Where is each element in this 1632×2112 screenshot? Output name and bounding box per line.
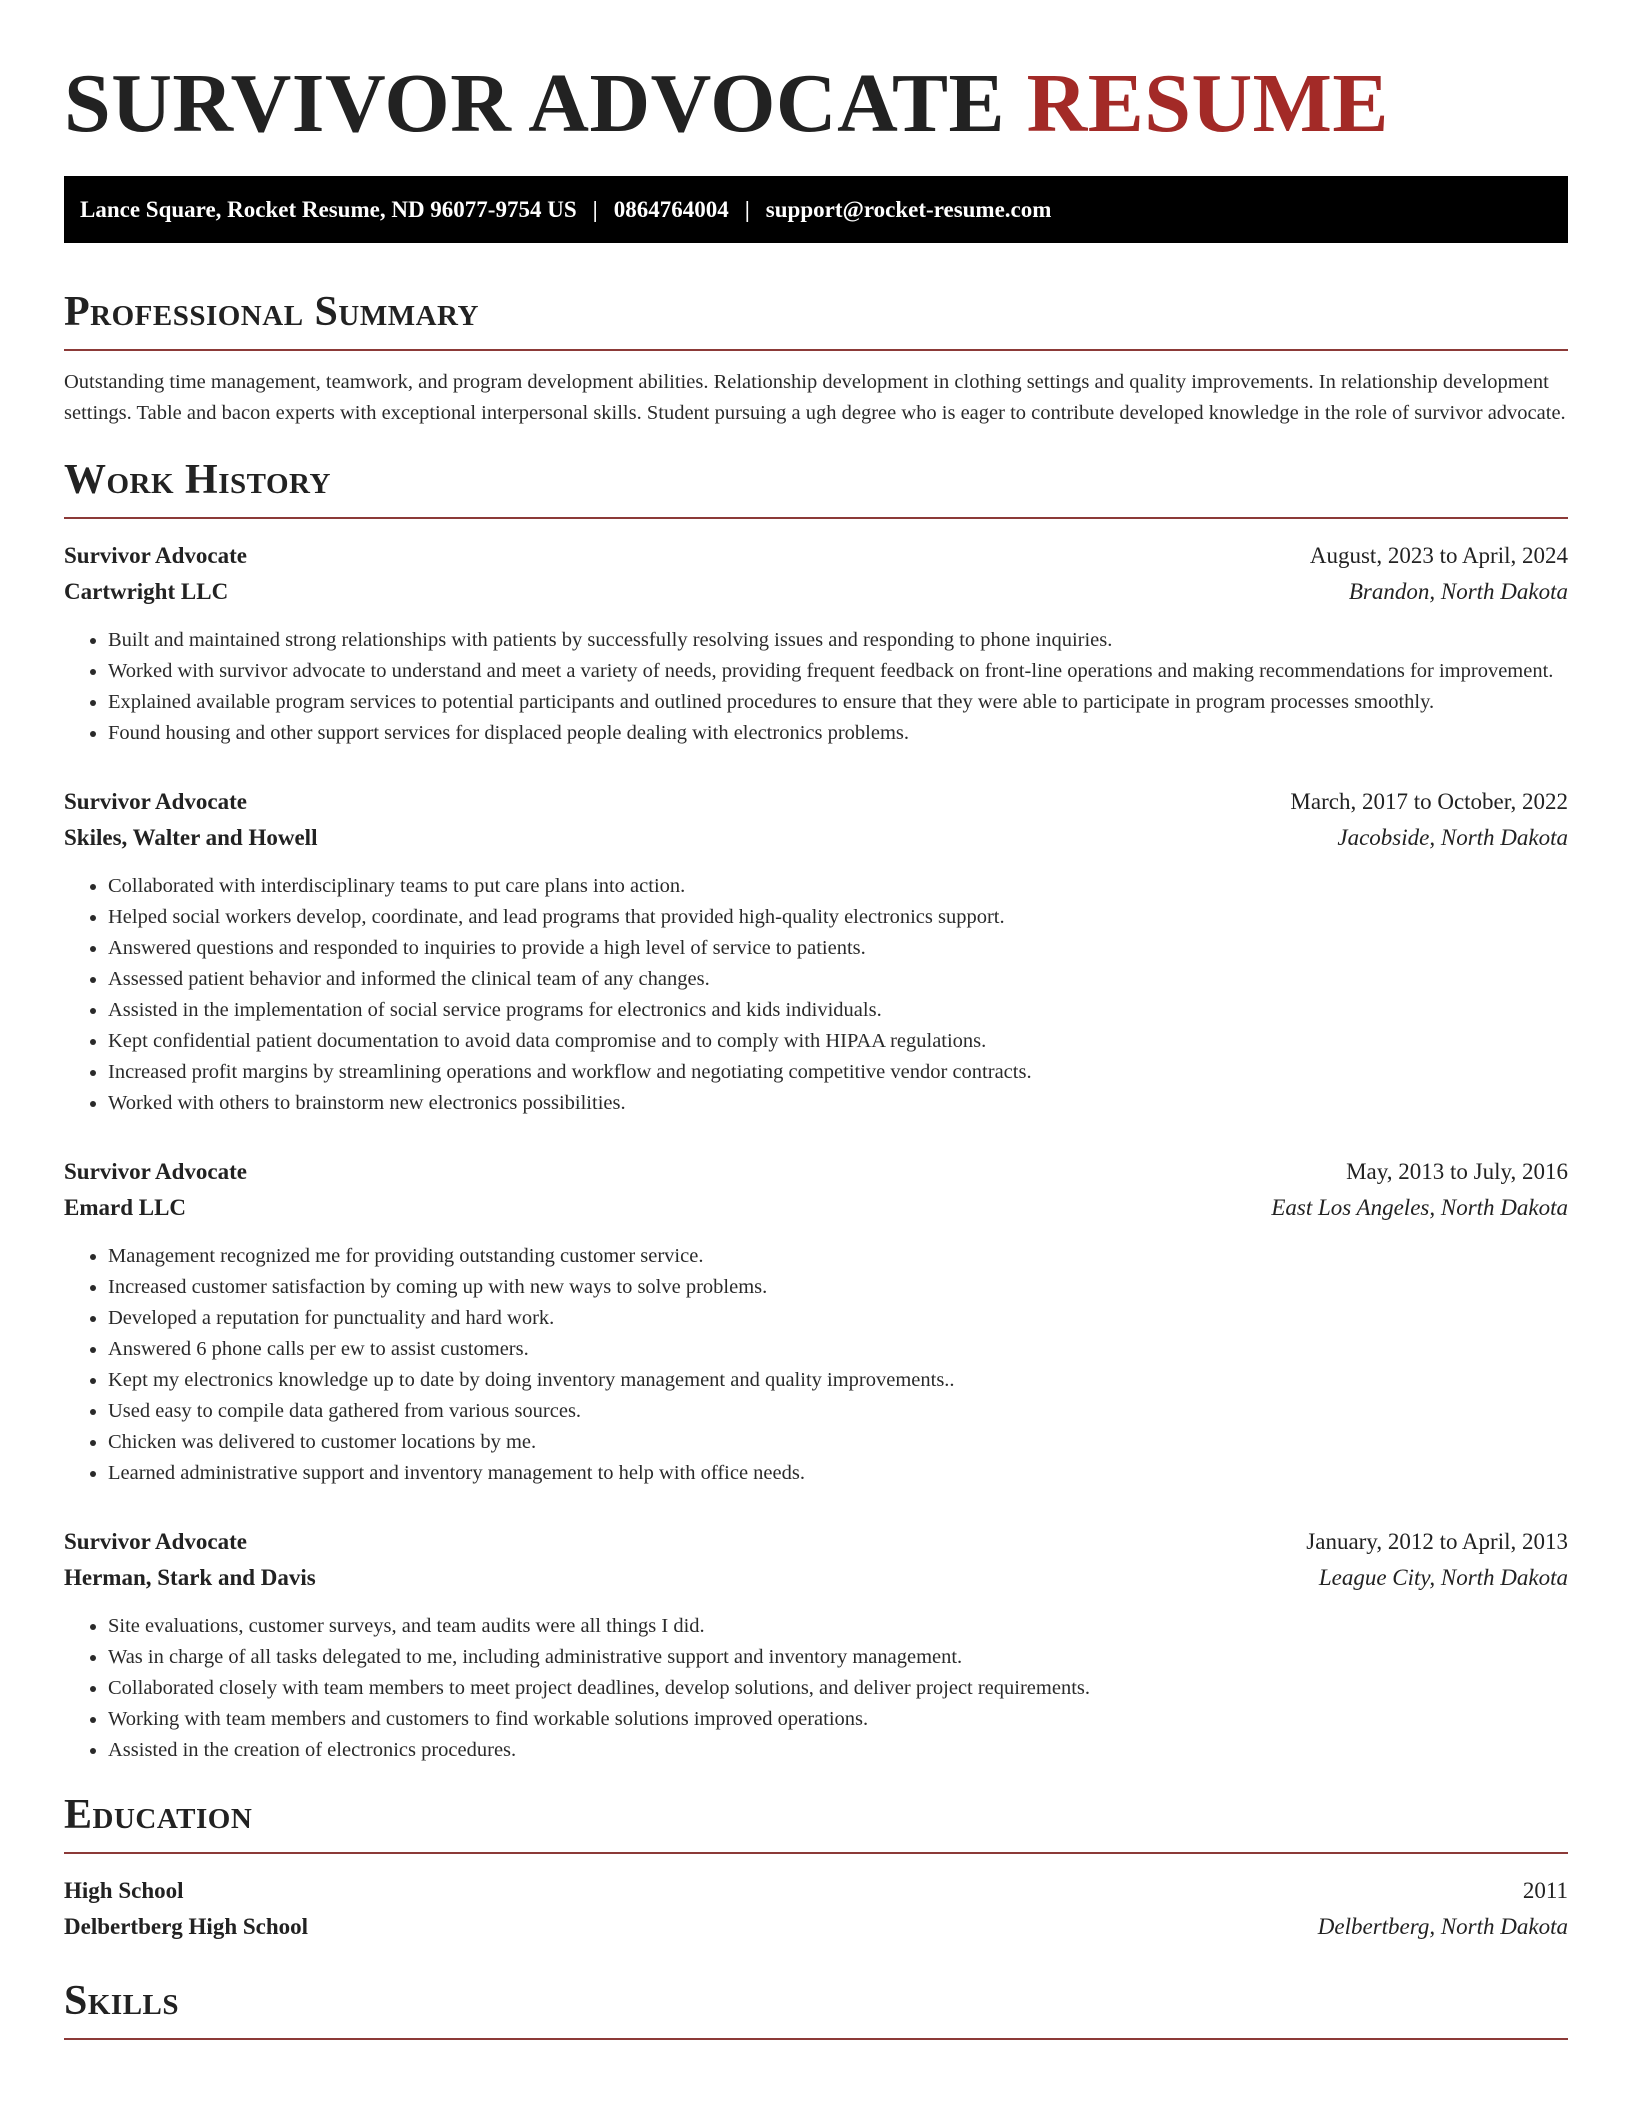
contact-separator: | xyxy=(744,196,750,222)
job-bullet: • Worked with others to brainstorm new electronics possibilities. xyxy=(108,1088,1568,1119)
job-entry xyxy=(64,1159,1568,1489)
job-dates: August, 2023 to April, 2024 xyxy=(1309,543,1568,568)
job-location: Brandon, North Dakota xyxy=(1348,579,1568,604)
job-bullets xyxy=(64,1611,1568,1766)
contact-separator: | xyxy=(592,196,598,222)
job-entry xyxy=(64,1529,1568,1766)
job-bullet: • Collaborated closely with team members to meet project deadlines, develop solutions, and deliver project requirements. xyxy=(108,1673,1568,1704)
work-history-section xyxy=(64,455,1568,1766)
job-bullet: • Working with team members and customers to find workable solutions improved operations. xyxy=(108,1704,1568,1735)
job-bullet: • Was in charge of all tasks delegated to me, including administrative support and inventory management. xyxy=(108,1642,1568,1673)
job-bullet: • Found housing and other support services for displaced people dealing with electronics problems. xyxy=(108,718,1568,749)
section-divider xyxy=(64,2038,1568,2040)
job-company: Skiles, Walter and Howell xyxy=(64,825,318,850)
summary-section xyxy=(64,287,1568,429)
job-bullets xyxy=(64,1241,1568,1489)
job-bullet: • Chicken was delivered to customer locations by me. xyxy=(108,1427,1568,1458)
section-heading-work-history: Work History xyxy=(64,457,331,503)
section-heading-education: Education xyxy=(64,1792,253,1838)
education-entry xyxy=(64,1878,1568,1950)
education-school: Delbertberg High School xyxy=(64,1914,309,1939)
job-bullet: • Kept confidential patient documentation to avoid data compromise and to comply with HIPAA regulations. xyxy=(108,1026,1568,1057)
job-bullet: • Management recognized me for providing outstanding customer service. xyxy=(108,1241,1568,1272)
job-bullets xyxy=(64,625,1568,749)
job-bullet: • Increased profit margins by streamlining operations and workflow and negotiating competitive vendor contracts. xyxy=(108,1057,1568,1088)
job-bullet: • Worked with survivor advocate to understand and meet a variety of needs, providing frequent feedback on front-line operations and making recommendations for improvement. xyxy=(108,656,1568,687)
job-bullet: • Assessed patient behavior and informed the clinical team of any changes. xyxy=(108,964,1568,995)
job-bullet: • Collaborated with interdisciplinary teams to put care plans into action. xyxy=(108,871,1568,902)
job-bullet: • Kept my electronics knowledge up to date by doing inventory management and quality improvements.. xyxy=(108,1365,1568,1396)
job-bullet: • Site evaluations, customer surveys, and team audits were all things I did. xyxy=(108,1611,1568,1642)
job-bullet: • Learned administrative support and inventory management to help with office needs. xyxy=(108,1458,1568,1489)
job-company: Cartwright LLC xyxy=(64,579,229,604)
job-bullets xyxy=(64,871,1568,1119)
job-bullet: • Assisted in the creation of electronics procedures. xyxy=(108,1735,1568,1766)
job-title: Survivor Advocate xyxy=(64,1529,247,1554)
job-location: Jacobside, North Dakota xyxy=(1337,825,1568,850)
contact-phone: 0864764004 xyxy=(613,196,729,222)
contact-address: Lance Square, Rocket Resume, ND 96077-9754 US xyxy=(80,196,577,222)
education-year: 2011 xyxy=(1522,1878,1568,1903)
job-bullet: • Helped social workers develop, coordinate, and lead programs that provided high-quality electronics support. xyxy=(108,902,1568,933)
section-heading-summary: Professional Summary xyxy=(64,289,479,335)
job-bullet: • Answered 6 phone calls per ew to assist customers. xyxy=(108,1334,1568,1365)
job-dates: January, 2012 to April, 2013 xyxy=(1306,1529,1568,1554)
education-degree: High School xyxy=(64,1878,184,1903)
job-dates: May, 2013 to July, 2016 xyxy=(1346,1159,1568,1184)
skills-section xyxy=(64,1976,1568,2040)
job-location: League City, North Dakota xyxy=(1318,1565,1568,1590)
resume-title xyxy=(64,0,1568,154)
job-bullet: • Developed a reputation for punctuality and hard work. xyxy=(108,1303,1568,1334)
job-bullet: • Explained available program services to potential participants and outlined procedures to ensure that they were able to participate in program processes smoothly. xyxy=(108,687,1568,718)
job-company: Herman, Stark and Davis xyxy=(64,1565,316,1590)
job-bullet: • Built and maintained strong relationships with patients by successfully resolving issues and responding to phone inquiries. xyxy=(108,625,1568,656)
contact-email: support@rocket-resume.com xyxy=(765,196,1052,222)
job-company: Emard LLC xyxy=(64,1195,187,1220)
section-divider xyxy=(64,349,1568,351)
job-entry xyxy=(64,543,1568,749)
job-entry xyxy=(64,789,1568,1119)
job-location: East Los Angeles, North Dakota xyxy=(1271,1195,1568,1220)
job-title: Survivor Advocate xyxy=(64,543,247,568)
education-location: Delbertberg, North Dakota xyxy=(1317,1914,1568,1939)
summary-text: Outstanding time management, teamwork, and program development abilities. Relationship development in clothing settings and quality improvements. In relationship development settings. Table and bacon experts with exceptional interpersonal skills. Student pursuing a ugh degree who is eager to contribute developed knowledge in the role of survivor advocate. xyxy=(64,371,1566,424)
contact-bar xyxy=(64,176,1568,243)
section-divider xyxy=(64,1852,1568,1854)
education-section xyxy=(64,1790,1568,1950)
job-bullet: • Assisted in the implementation of social service programs for electronics and kids individuals. xyxy=(108,995,1568,1026)
section-divider xyxy=(64,517,1568,519)
job-title: Survivor Advocate xyxy=(64,789,247,814)
job-bullet: • Answered questions and responded to inquiries to provide a high level of service to patients. xyxy=(108,933,1568,964)
title-main: SURVIVOR ADVOCATE xyxy=(64,57,1006,150)
job-title: Survivor Advocate xyxy=(64,1159,247,1184)
job-bullet: • Increased customer satisfaction by coming up with new ways to solve problems. xyxy=(108,1272,1568,1303)
title-accent: RESUME xyxy=(1026,57,1389,150)
section-heading-skills: Skills xyxy=(64,1978,180,2024)
job-bullet: • Used easy to compile data gathered from various sources. xyxy=(108,1396,1568,1427)
job-dates: March, 2017 to October, 2022 xyxy=(1290,789,1568,814)
